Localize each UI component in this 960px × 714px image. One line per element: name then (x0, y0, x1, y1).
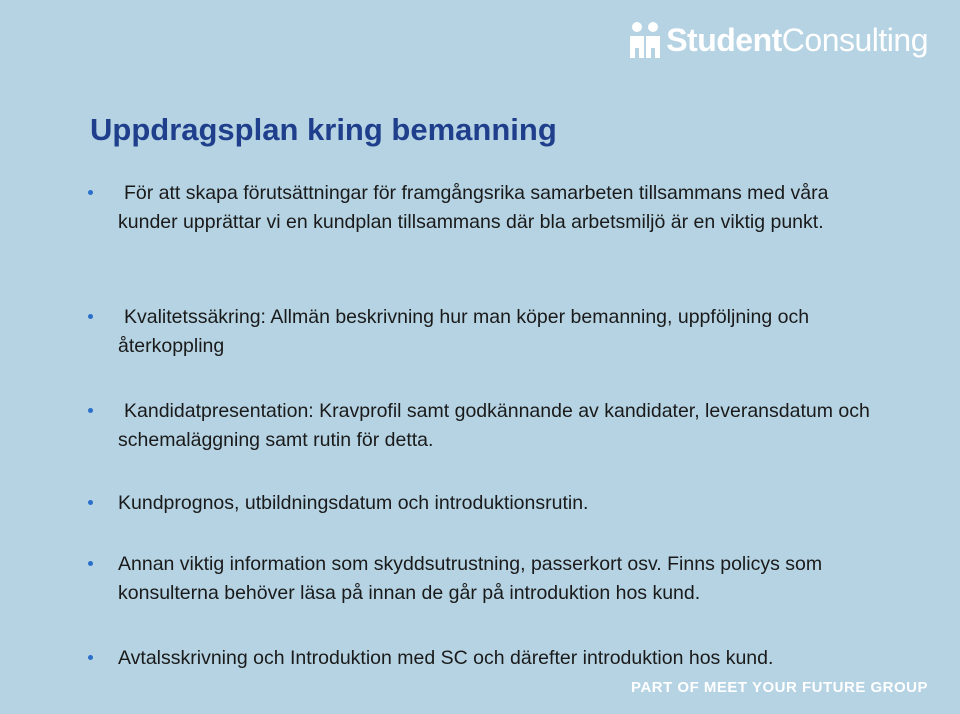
bullet-dot (88, 190, 93, 195)
bullet-text: Annan viktig information som skyddsutrustning, passerkort osv. Finns policys som konsulterna behöver läsa på innan de går på introduktion hos kund. (118, 553, 823, 604)
bullet-item (118, 179, 888, 237)
bullet-dot (88, 314, 93, 319)
bullet-item (118, 397, 888, 455)
bullet-item (118, 644, 888, 673)
bullet-item (118, 550, 888, 608)
people-silhouette-icon (628, 20, 664, 60)
logo-text-student: Student (666, 21, 782, 58)
bullet-dot (88, 655, 93, 660)
bullet-item (118, 489, 888, 518)
footer-tagline: PART OF MEET YOUR FUTURE GROUP (631, 679, 928, 696)
bullet-text: Kandidatpresentation: Kravprofil samt godkännande av kandidater, leveransdatum och schemaläggning samt rutin för detta. (118, 400, 870, 451)
bullet-dot (88, 561, 93, 566)
slide-title: Uppdragsplan kring bemanning (90, 112, 557, 147)
bullet-text: Avtalsskrivning och Introduktion med SC och därefter introduktion hos kund. (118, 647, 774, 669)
bullet-text: Kvalitetssäkring: Allmän beskrivning hur man köper bemanning, uppföljning och återkoppling (118, 306, 810, 357)
bullet-dot (88, 500, 93, 505)
bullet-text: För att skapa förutsättningar för framgångsrika samarbeten tillsammans med våra kunder upprättar vi en kundplan tillsammans där bla arbetsmiljö är en viktig punkt. (118, 182, 829, 233)
logo-text-consulting: Consulting (781, 21, 928, 58)
bullet-item (118, 303, 888, 361)
bullet-dot (88, 408, 93, 413)
studentconsulting-logo (628, 20, 928, 60)
bullet-text: Kundprognos, utbildningsdatum och introduktionsrutin. (118, 492, 589, 514)
